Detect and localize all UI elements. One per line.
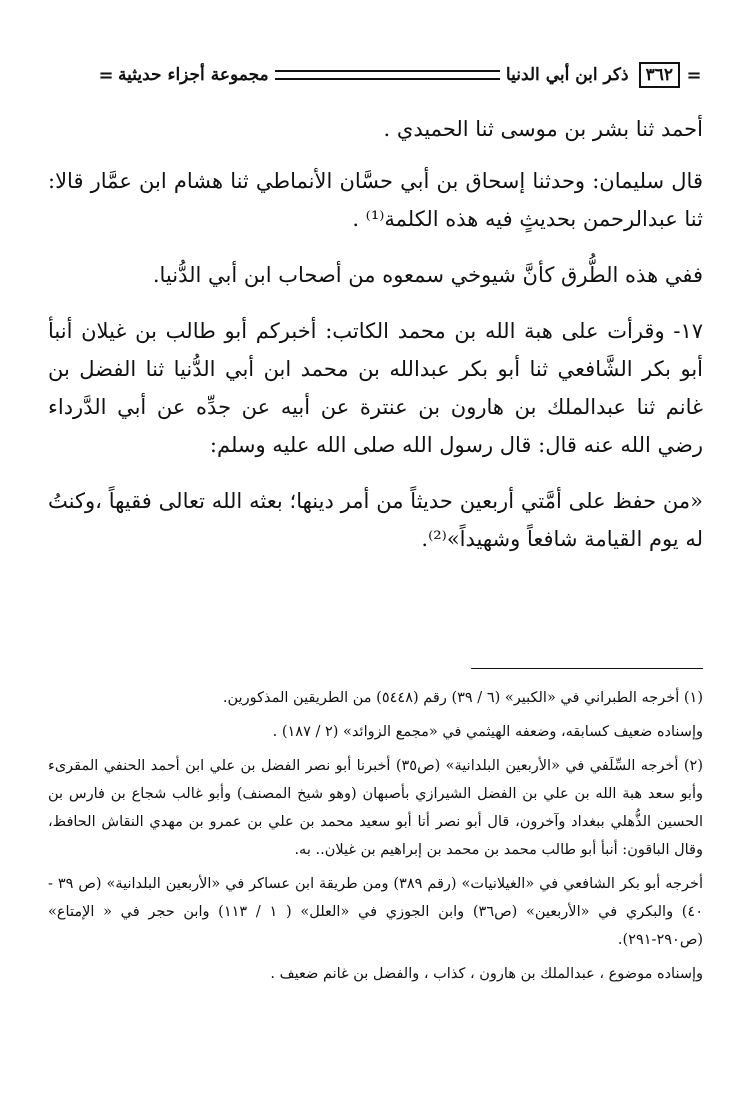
paragraph: ففي هذه الطُّرق كأنَّ شيوخي سمعوه من أصحاب ابن أبي الدُّنيا.: [152, 263, 703, 287]
paragraph: أحمد ثنا بشر بن موسى ثنا الحميدي .: [383, 117, 703, 141]
book-title: مجموعة أجزاء حديثية: [118, 65, 269, 85]
section-title: ذكر ابن أبي الدنيا: [505, 65, 629, 85]
page-number: ٣٦٢: [639, 62, 680, 88]
footnote-separator: [471, 668, 703, 669]
main-text: [48, 110, 703, 576]
footnotes: [48, 684, 703, 994]
footnote: أخرجه أبو بكر الشافعي في «الغيلانيات» (رقم ٣٨٩) ومن طريقة ابن عساكر في «الأربعين البلدانية» (ص ٣٩ - ٤٠) والبكري في «الأربعين» (ص٣٦) وابن الجوزي في «العلل» ( ١ / ١١٣) وابن حجر في « الإمتاع» (ص٢٩٠-٢٩١).: [48, 876, 703, 948]
footnote: (١) أخرجه الطبراني في «الكبير» (٦ / ٣٩) رقم (٥٤٤٨) من الطريقين المذكورين.: [222, 690, 703, 706]
hadith-text-paragraph: «من حفظ على أمَّتي أربعين حديثاً من أمر دينها؛ بعثه الله تعالى فقيهاً ،وكنتُ له يوم القيامة شافعاً وشهيداً»⁽²⁾.: [48, 489, 703, 551]
header-dash-right: =: [686, 64, 698, 86]
header-dash-left: =: [98, 64, 110, 86]
footnote: وإسناده ضعيف كسابقه، وضعفه الهيثمي في «مجمع الزوائد» (٢ / ١٨٧) .: [272, 724, 703, 740]
paragraph: قال سليمان: وحدثنا إسحاق بن أبي حسَّان الأنماطي ثنا هشام ابن عمَّار قالا: ثنا عبدالرحمن بحديثٍ فيه هذه الكلمة⁽¹⁾ .: [48, 169, 703, 231]
footnote: (٢) أخرجه السِّلَفي في «الأربعين البلدانية» (ص٣٥) أخبرنا أبو نصر الفضل بن علي ابن أحمد الحنفي المقرىء وأبو سعد هبة الله بن علي بن الفضل الشيرازي بأصبهان (وهو شيخ المصنف) وأبو غالب شجاع بن فارس بن الحسين الذُّهلي ببغداد وآخرون، قال أبو نصر أنا أبو سعيد محمد بن علي بن عمرو بن مهدي النقاش الحافظ، وقال الباقون: أنبأ أبو طالب محمد بن محمد بن إبراهيم بن غيلان.. به.: [48, 758, 703, 858]
footnote: وإسناده موضوع ، عبدالملك بن هارون ، كذاب ، والفضل بن غانم ضعيف .: [270, 966, 703, 982]
hadith-isnad-paragraph: ١٧- وقرأت على هبة الله بن محمد الكاتب: أخبركم أبو طالب بن غيلان أنبأ أبو بكر الشَّافعي ثنا أبو بكر عبدالله بن محمد ابن أبي الدُّنيا ثنا الفضل بن غانم ثنا عبدالملك بن هارون بن عنترة عن أبيه عن جدِّه عن أبي الدَّرداء رضي الله عنه قال: قال رسول الله صلى الله عليه وسلم:: [48, 319, 703, 457]
header-rule: [275, 70, 500, 80]
running-header: [96, 58, 700, 92]
